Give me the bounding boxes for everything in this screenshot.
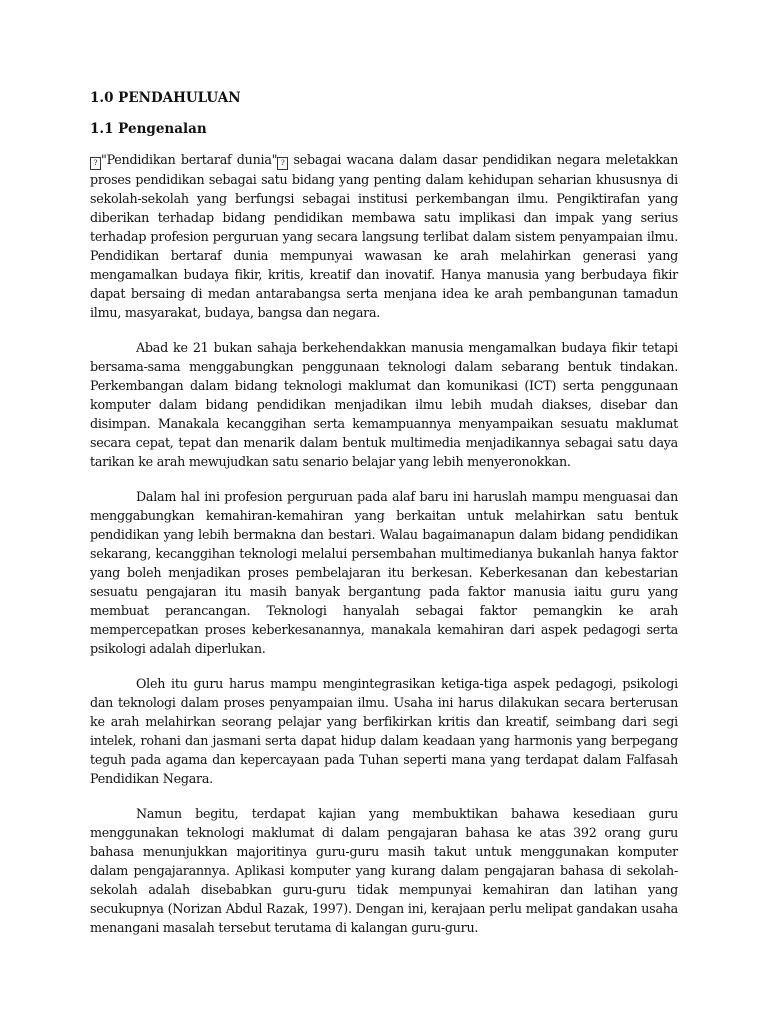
paragraph-1-text: sebagai wacana dalam dasar pendidikan negara meletakkan proses pendidikan sebagai satu bidang yang penting dalam kehidupan seharian khususnya di sekolah-sekolah yang berfungsi sebagai institusi perkembangan ilmu. Pengiktirafan yang diberikan terhadap bidang pendidikan membawa satu implikasi dan impak yang serius terhadap profesion perguruan yang secara langsung terlibat dalam sistem penyampaian ilmu. Pendidikan bertaraf dunia mempunyai wawasan ke arah melahirkan generasi yang mengamalkan budaya fikir, kritis, kreatif dan inovatif. Hanya manusia yang berbudaya fikir dapat bersaing di medan antarabangsa serta menjana idea ke arah pembangunan tamadun ilmu, masyarakat, budaya, bangsa dan negara. — [90, 152, 679, 320]
section-heading: 1.0 PENDAHULUAN — [90, 90, 241, 106]
paragraph-4: Oleh itu guru harus mampu mengintegrasikan ketiga-tiga aspek pedagogi, psikologi dan teknologi dalam proses penyampaian ilmu. Usaha ini harus dilakukan secara berterusan ke arah melahirkan seorang pelajar yang berfikirkan kritis dan kreatif, seimbang dari segi intelek, rohani dan jasmani serta dapat hidup dalam keadaan yang harmonis yang berpegang teguh pada agama dan kepercayaan pada Tuhan seperti mana yang terdapat dalam Falfasah Pendidikan Negara. — [90, 676, 678, 786]
paragraph-3: Dalam hal ini profesion perguruan pada alaf baru ini haruslah mampu menguasai dan menggabungkan kemahiran-kemahiran yang berkaitan untuk melahirkan satu bentuk pendidikan yang lebih bermakna dan bestari. Walau bagaimanapun dalam bidang pendidikan sekarang, kecanggihan teknologi melalui persembahan multimedianya bukanlah hanya faktor yang boleh menjadikan proses pembelajaran itu berkesan. Keberkesanan dan kebestarian sesuatu pengajaran itu masih banyak bergantung pada faktor manusia iaitu guru yang membuat perancangan. Teknologi hanyalah sebagai faktor pemangkin ke arah mempercepatkan proses keberkesanannya, manakala kemahiran dari aspek pedagogi serta psikologi adalah diperlukan. — [90, 489, 678, 656]
paragraph-1 — [90, 150, 678, 322]
subsection-heading: 1.1 Pengenalan — [90, 121, 207, 137]
missing-glyph-icon: ? — [277, 157, 288, 170]
paragraph-5: Namun begitu, terdapat kajian yang membuktikan bahawa kesediaan guru menggunakan teknologi maklumat di dalam pengajaran bahasa ke atas 392 orang guru bahasa menunjukkan majoritinya guru-guru masih takut untuk menggunakan komputer dalam pengajarannya. Aplikasi komputer yang kurang dalam pengajaran bahasa di sekolah-sekolah adalah disebabkan guru-guru tidak mempunyai kemahiran dan latihan yang secukupnya (Norizan Abdul Razak, 1997). Dengan ini, kerajaan perlu melipat gandakan usaha menangani masalah tersebut terutama di kalangan guru-guru. — [90, 806, 678, 935]
paragraph-2: Abad ke 21 bukan sahaja berkehendakkan manusia mengamalkan budaya fikir tetapi bersama-sama menggabungkan penggunaan teknologi dalam sebarang bentuk tindakan. Perkembangan dalam bidang teknologi maklumat dan komunikasi (ICT) serta penggunaan komputer dalam bidang pendidikan menjadikan ilmu lebih mudah diakses, disebar dan disimpan. Manakala kecanggihan serta kemampuannya menyampaikan sesuatu maklumat secara cepat, tepat dan menarik dalam bentuk multimedia menjadikannya sebagai satu daya tarikan ke arah mewujudkan satu senario belajar yang lebih menyeronokkan. — [90, 340, 678, 469]
missing-glyph-icon: ? — [90, 157, 101, 170]
paragraph-1-quote: "Pendidikan bertaraf dunia" — [101, 152, 278, 167]
document-page — [90, 88, 678, 953]
